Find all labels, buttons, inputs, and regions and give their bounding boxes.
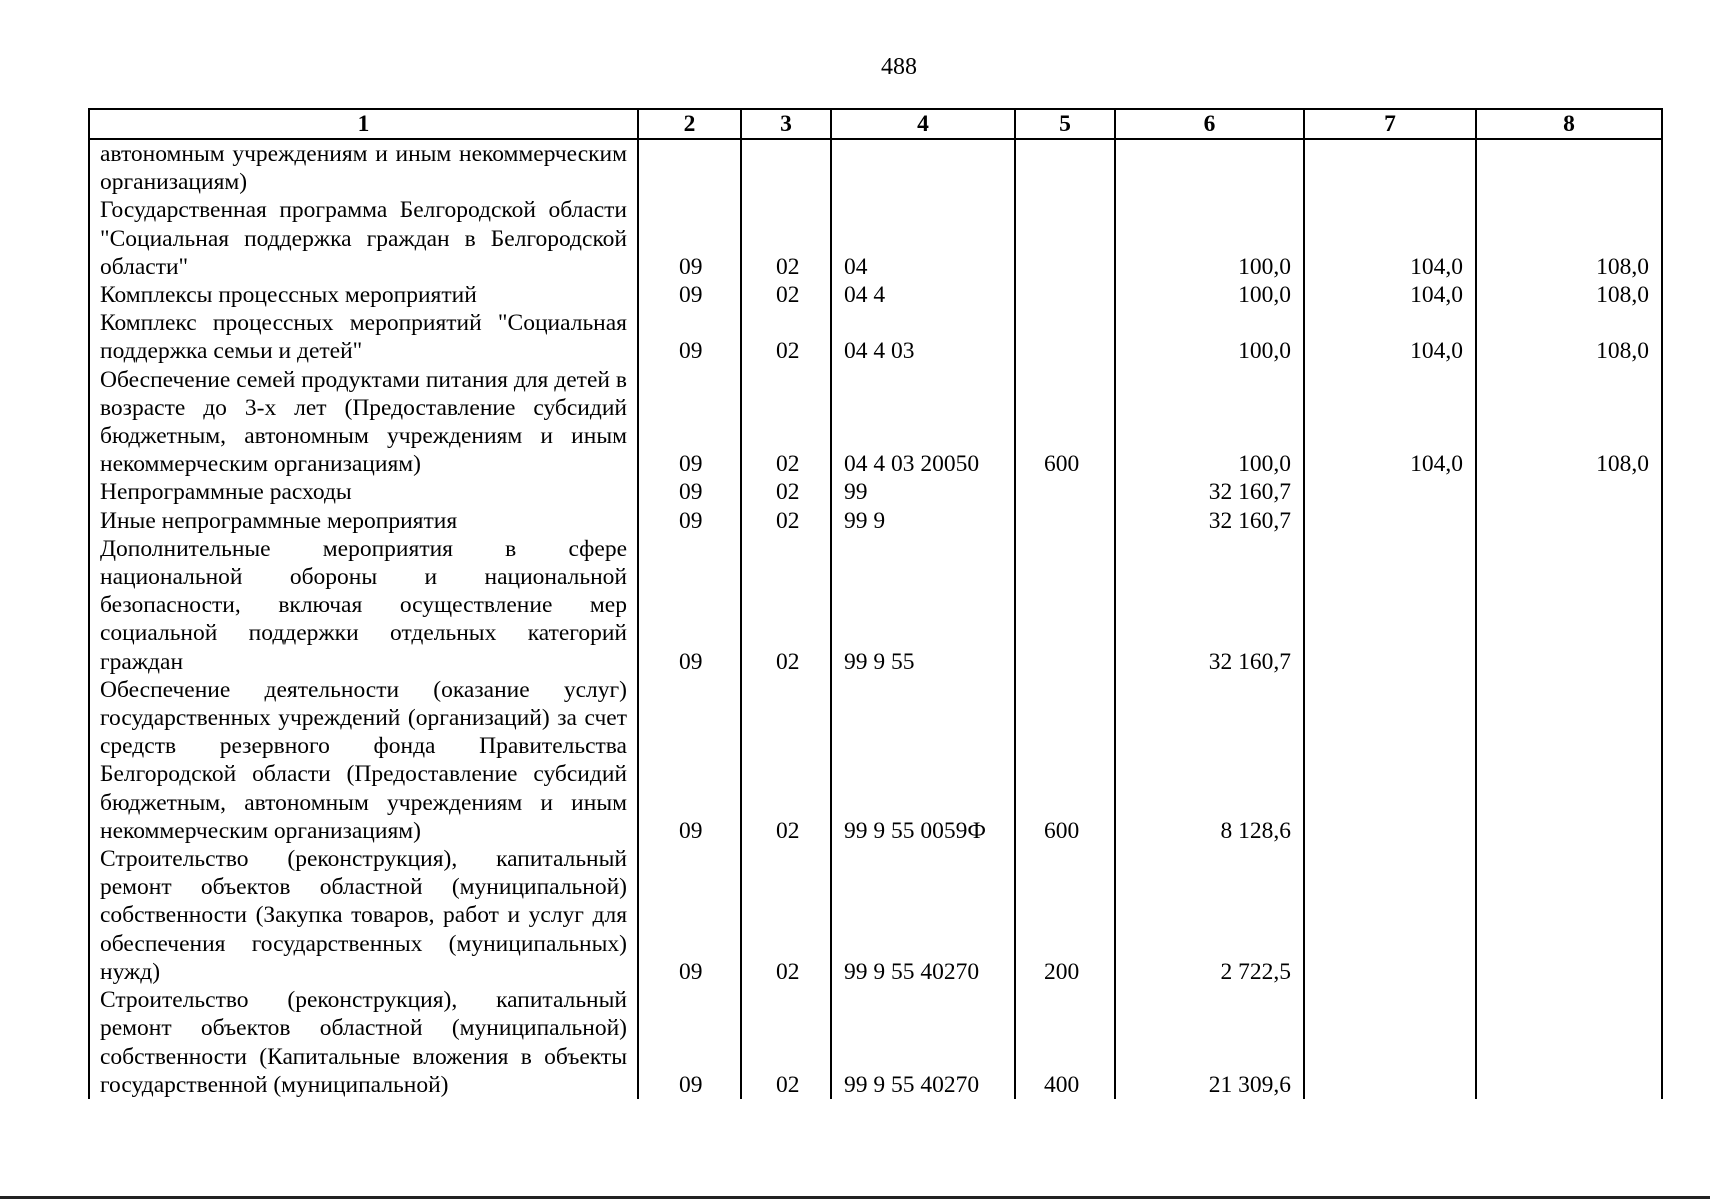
- row-name-cell: Иные непрограммные мероприятия: [89, 507, 638, 535]
- row-expense-type-cell: 400: [1015, 986, 1115, 1099]
- row-amount-col6-cell: 100,0: [1115, 366, 1304, 479]
- row-amount-col6-cell: 100,0: [1115, 281, 1304, 309]
- row-subsection-cell: 02: [741, 478, 831, 506]
- column-header-3: 3: [741, 109, 831, 139]
- row-name-cell: Непрограммные расходы: [89, 478, 638, 506]
- table-row: [89, 478, 1662, 506]
- row-name-cell: Комплексы процессных мероприятий: [89, 281, 638, 309]
- row-amount-col8-cell: 108,0: [1476, 196, 1662, 281]
- row-expense-type-cell: 200: [1015, 845, 1115, 986]
- row-amount-col8-cell: [1476, 986, 1662, 1099]
- row-section-cell: 09: [638, 281, 741, 309]
- row-amount-col7-cell: [1304, 986, 1476, 1099]
- table-row: [89, 676, 1662, 845]
- row-subsection-cell: 02: [741, 196, 831, 281]
- row-expense-type-cell: 600: [1015, 366, 1115, 479]
- page-number: 488: [881, 54, 917, 80]
- row-amount-col7-cell: 104,0: [1304, 366, 1476, 479]
- column-header-8: 8: [1476, 109, 1662, 139]
- table-row: [89, 535, 1662, 676]
- row-target-article-cell: 04: [831, 196, 1015, 281]
- header-row: [89, 109, 1662, 139]
- row-name-cell: Государственная программа Белгородской области "Социальная поддержка граждан в Белгородской области": [89, 196, 638, 281]
- row-subsection-cell: 02: [741, 309, 831, 365]
- row-amount-col6-cell: 8 128,6: [1115, 676, 1304, 845]
- row-subsection-cell: 02: [741, 845, 831, 986]
- row-amount-col8-cell: [1476, 845, 1662, 986]
- row-section-cell: 09: [638, 986, 741, 1099]
- row-amount-col8-cell: [1476, 478, 1662, 506]
- column-header-4: 4: [831, 109, 1015, 139]
- row-amount-col7-cell: [1304, 139, 1476, 196]
- row-subsection-cell: 02: [741, 986, 831, 1099]
- row-amount-col8-cell: 108,0: [1476, 309, 1662, 365]
- row-name-cell: Обеспечение деятельности (оказание услуг) государственных учреждений (организаций) за счет средств резервного фонда Правительства Белгородской области (Предоставление субсидий бюджетным, автономным учреждениям и иным некоммерческим организациям): [89, 676, 638, 845]
- row-expense-type-cell: [1015, 309, 1115, 365]
- row-expense-type-cell: [1015, 507, 1115, 535]
- row-amount-col8-cell: [1476, 139, 1662, 196]
- table-row: [89, 139, 1662, 196]
- row-name-cell: Строительство (реконструкция), капитальный ремонт объектов областной (муниципальной) собственности (Закупка товаров, работ и услуг для обеспечения государственных (муниципальных) нужд): [89, 845, 638, 986]
- row-subsection-cell: 02: [741, 507, 831, 535]
- scan-edge-line: [0, 1196, 1710, 1199]
- row-section-cell: 09: [638, 507, 741, 535]
- table-row: [89, 196, 1662, 281]
- row-expense-type-cell: [1015, 139, 1115, 196]
- row-expense-type-cell: 600: [1015, 676, 1115, 845]
- row-target-article-cell: 04 4 03: [831, 309, 1015, 365]
- row-expense-type-cell: [1015, 196, 1115, 281]
- table-row: [89, 281, 1662, 309]
- table-row: [89, 845, 1662, 986]
- row-amount-col7-cell: [1304, 535, 1476, 676]
- budget-table: [88, 108, 1663, 1099]
- row-amount-col7-cell: [1304, 507, 1476, 535]
- row-amount-col7-cell: 104,0: [1304, 281, 1476, 309]
- row-section-cell: 09: [638, 309, 741, 365]
- row-section-cell: 09: [638, 535, 741, 676]
- column-header-6: 6: [1115, 109, 1304, 139]
- column-header-2: 2: [638, 109, 741, 139]
- row-amount-col6-cell: [1115, 139, 1304, 196]
- table-row: [89, 366, 1662, 479]
- row-amount-col7-cell: [1304, 845, 1476, 986]
- row-target-article-cell: 99 9 55 0059Ф: [831, 676, 1015, 845]
- row-amount-col8-cell: [1476, 535, 1662, 676]
- row-amount-col8-cell: 108,0: [1476, 281, 1662, 309]
- row-subsection-cell: 02: [741, 676, 831, 845]
- row-amount-col6-cell: 32 160,7: [1115, 535, 1304, 676]
- row-section-cell: 09: [638, 196, 741, 281]
- row-target-article-cell: 99 9 55: [831, 535, 1015, 676]
- row-amount-col7-cell: [1304, 478, 1476, 506]
- row-amount-col7-cell: 104,0: [1304, 196, 1476, 281]
- row-section-cell: 09: [638, 366, 741, 479]
- row-amount-col6-cell: 32 160,7: [1115, 507, 1304, 535]
- row-expense-type-cell: [1015, 535, 1115, 676]
- table-body: [89, 139, 1662, 1099]
- row-subsection-cell: 02: [741, 366, 831, 479]
- row-amount-col6-cell: 21 309,6: [1115, 986, 1304, 1099]
- row-target-article-cell: 99: [831, 478, 1015, 506]
- row-target-article-cell: 99 9: [831, 507, 1015, 535]
- row-name-cell: Дополнительные мероприятия в сфере национальной обороны и национальной безопасности, включая осуществление мер социальной поддержки отдельных категорий граждан: [89, 535, 638, 676]
- column-header-7: 7: [1304, 109, 1476, 139]
- row-amount-col6-cell: 100,0: [1115, 196, 1304, 281]
- row-name-cell: автономным учреждениям и иным некоммерческим организациям): [89, 139, 638, 196]
- row-target-article-cell: 99 9 55 40270: [831, 986, 1015, 1099]
- row-expense-type-cell: [1015, 478, 1115, 506]
- table-row: [89, 986, 1662, 1099]
- row-name-cell: Комплекс процессных мероприятий "Социальная поддержка семьи и детей": [89, 309, 638, 365]
- row-amount-col6-cell: 32 160,7: [1115, 478, 1304, 506]
- table-row: [89, 309, 1662, 365]
- row-target-article-cell: 04 4: [831, 281, 1015, 309]
- row-name-cell: Строительство (реконструкция), капитальный ремонт объектов областной (муниципальной) собственности (Капитальные вложения в объекты государственной (муниципальной): [89, 986, 638, 1099]
- row-amount-col8-cell: [1476, 676, 1662, 845]
- row-amount-col6-cell: 100,0: [1115, 309, 1304, 365]
- row-name-cell: Обеспечение семей продуктами питания для детей в возрасте до 3-х лет (Предоставление субсидий бюджетным, автономным учреждениям и иным некоммерческим организациям): [89, 366, 638, 479]
- row-expense-type-cell: [1015, 281, 1115, 309]
- table-row: [89, 507, 1662, 535]
- row-subsection-cell: 02: [741, 535, 831, 676]
- row-subsection-cell: 02: [741, 281, 831, 309]
- row-target-article-cell: 04 4 03 20050: [831, 366, 1015, 479]
- row-amount-col8-cell: [1476, 507, 1662, 535]
- column-header-5: 5: [1015, 109, 1115, 139]
- row-amount-col8-cell: 108,0: [1476, 366, 1662, 479]
- row-amount-col7-cell: 104,0: [1304, 309, 1476, 365]
- row-section-cell: 09: [638, 845, 741, 986]
- row-section-cell: [638, 139, 741, 196]
- row-section-cell: 09: [638, 676, 741, 845]
- row-target-article-cell: [831, 139, 1015, 196]
- row-subsection-cell: [741, 139, 831, 196]
- row-amount-col6-cell: 2 722,5: [1115, 845, 1304, 986]
- column-header-1: 1: [89, 109, 638, 139]
- row-section-cell: 09: [638, 478, 741, 506]
- row-amount-col7-cell: [1304, 676, 1476, 845]
- row-target-article-cell: 99 9 55 40270: [831, 845, 1015, 986]
